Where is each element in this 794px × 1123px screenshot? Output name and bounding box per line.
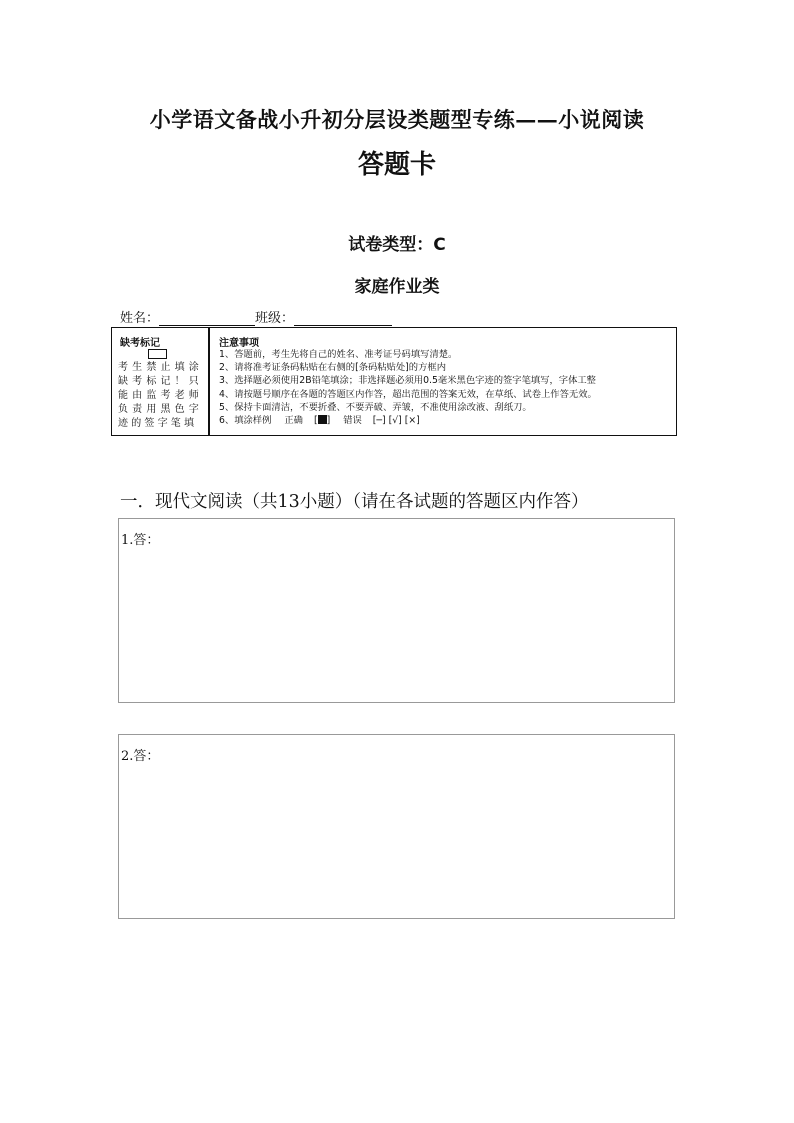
section-heading: 一．现代文阅读（共13小题）（请在各试题的答题区内作答）: [120, 492, 589, 512]
notice-item: 3、选择题必须使用2B铅笔填涂；非选择题必须用0.5毫米黑色字迹的签字笔填写，字体工整: [219, 375, 596, 387]
student-info: [120, 307, 392, 326]
document-title: 小学语文备战小升初分层设类题型专练——小说阅读: [149, 107, 645, 132]
missing-mark-box: [111, 327, 209, 436]
fill-sample-correct-label: 正确: [284, 415, 303, 427]
answer-label: 2.答：: [121, 749, 160, 764]
missing-mark-text: 考生禁止填涂缺考标记！只能由监考老师负责用黑色字迹的签字笔填: [118, 362, 202, 429]
notice-item: 4、请按题号顺序在各题的答题区内作答，超出范围的答案无效，在草纸、试卷上作答无效。: [219, 388, 597, 400]
fill-sample-correct-close: ]: [326, 415, 331, 427]
notice-title: 注意事项: [219, 338, 259, 349]
notice-list: [219, 348, 597, 427]
notice-box: [209, 327, 677, 436]
fill-sample-correct-open: [: [313, 415, 318, 427]
missing-mark-title: 缺考标记: [120, 338, 160, 349]
class-field[interactable]: [294, 311, 392, 326]
answer-area-1[interactable]: [118, 518, 675, 703]
fill-sample-wrong-label: 错误: [343, 415, 362, 427]
notice-item: 5、保持卡面清洁，不要折叠、不要弄破、弄皱，不准使用涂改液、刮纸刀。: [219, 401, 532, 413]
document-subtitle: 答题卡: [357, 150, 436, 180]
paper-category: 家庭作业类: [354, 277, 440, 297]
answer-label: 1.答：: [121, 533, 160, 548]
fill-sample-prefix: 6、填涂样例: [219, 415, 272, 427]
paper-type: 试卷类型：C: [348, 235, 446, 255]
filled-square-icon: [318, 415, 327, 424]
name-field[interactable]: [159, 311, 255, 326]
class-label: 班级：: [255, 311, 295, 326]
notice-item-fill-sample: [219, 414, 597, 427]
name-label: 姓名：: [120, 311, 160, 326]
fill-sample-wrong-marks: [─] [√] [×]: [372, 415, 420, 427]
notice-item: 2、请将准考证条码粘贴在右侧的[条码粘贴处]的方框内: [219, 362, 446, 374]
missing-mark-checkbox[interactable]: [148, 349, 167, 359]
answer-area-2[interactable]: [118, 734, 675, 919]
notice-item: 1、答题前，考生先将自己的姓名、准考证号码填写清楚。: [219, 349, 458, 360]
